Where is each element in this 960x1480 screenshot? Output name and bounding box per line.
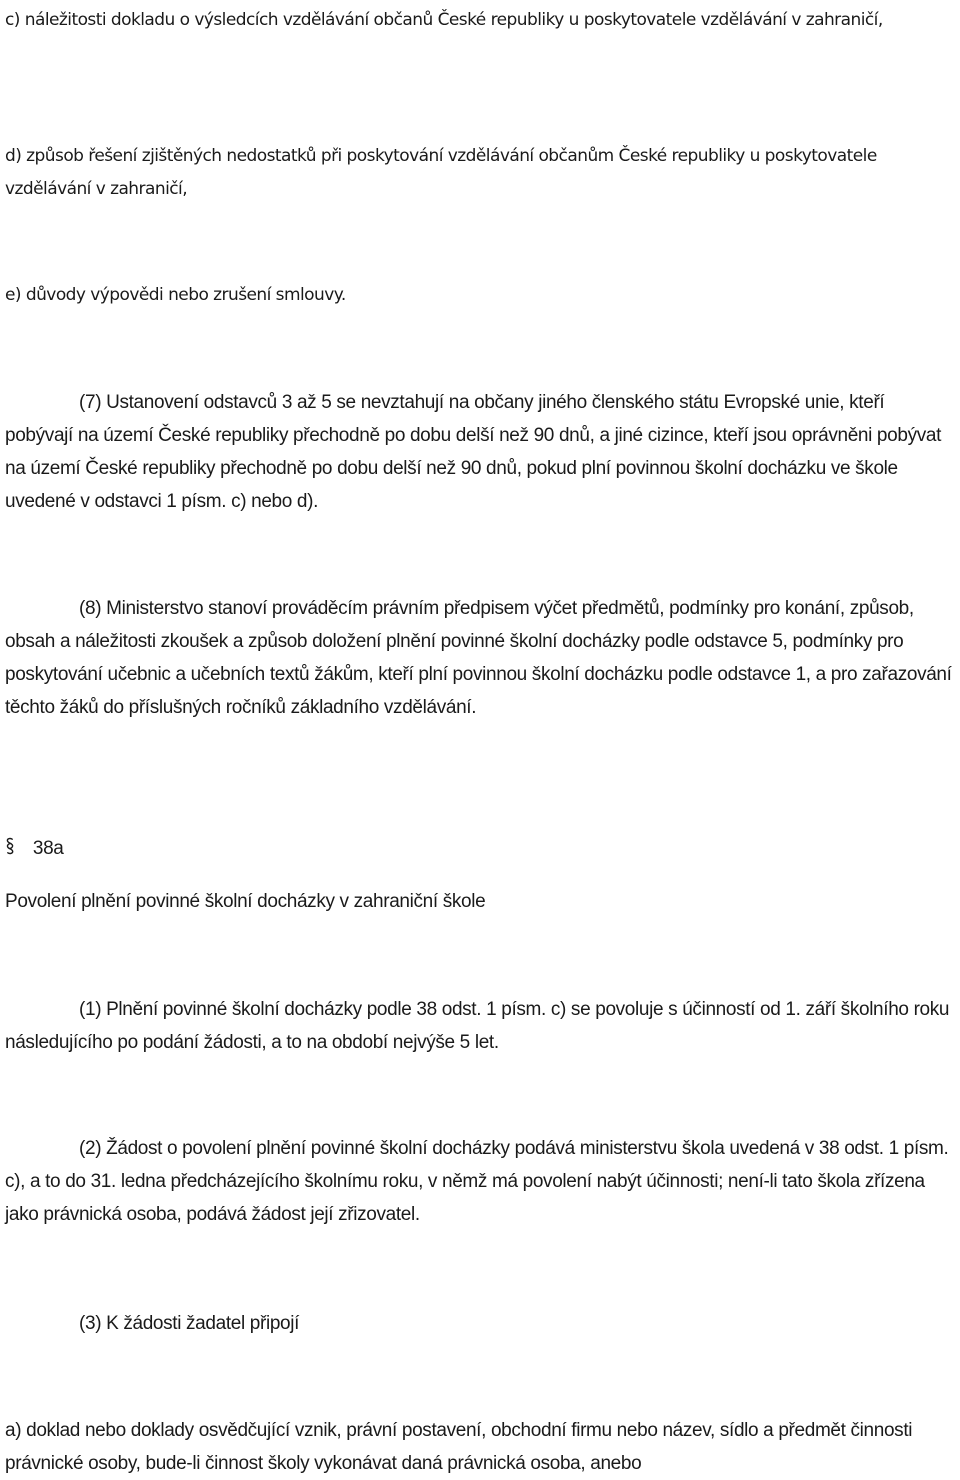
paragraph-8: (8) Ministerstvo stanoví prováděcím právním předpisem výčet předmětů, podmínky pro konání, způsob, obsah a náležitosti zkoušek a způsob doložení plnění povinné školní docházky podle odstavce 5, podmínky pro poskytování učebnic a učebních textů žákům, kteří plní povinnou školní docházku podle odstavce 1, a pro zařazování těchto žáků do příslušných ročníků základního vzdělávání.	[5, 598, 952, 718]
item-c: c) náležitosti dokladu o výsledcích vzdělávání občanů České republiky u poskytovatele vzdělávání v zahraničí,	[5, 10, 883, 30]
subsection-3: (3) K žádosti žadatel připojí	[79, 1313, 300, 1334]
section-number	[5, 832, 955, 865]
item-d: d) způsob řešení zjištěných nedostatků při poskytování vzdělávání občanům České republiky u poskytovatele vzdělávání v zahraničí,	[5, 146, 877, 199]
section-title: Povolení plnění povinné školní docházky v zahraniční škole	[5, 891, 486, 912]
section-number-text: 38a	[32, 838, 64, 859]
subsection-2: (2) Žádost o povolení plnění povinné školní docházky podává ministerstvu škola uvedená v 38 odst. 1 písm. c), a to do 31. ledna předcházejícího školnímu roku, v němž má povolení nabýt účinnosti; není-li tato škola zřízena jako právnická osoba, podává žádost její zřizovatel.	[5, 1138, 949, 1225]
item-e: e) důvody výpovědi nebo zrušení smlouvy.	[5, 285, 346, 305]
section-sign-icon	[5, 834, 15, 854]
subsection-1: (1) Plnění povinné školní docházky podle 38 odst. 1 písm. c) se povoluje s účinností od 1. září školního roku následujícího po podání žádosti, a to na období nejvýše 5 let.	[5, 999, 950, 1053]
subsection-3-item-a: a) doklad nebo doklady osvědčující vznik, právní postavení, obchodní firmu nebo název, sídlo a předmět činnosti právnické osoby, bude-li činnost školy vykonávat daná právnická osoba, anebo	[5, 1420, 913, 1474]
paragraph-7: (7) Ustanovení odstavců 3 až 5 se nevztahují na občany jiného členského státu Evropské unie, kteří pobývají na území České republiky přechodně po dobu delší než 90 dnů, a jiné cizince, kteří jsou oprávněni pobývat na území České republiky přechodně po dobu delší než 90 dnů, pokud plní povinnou školní docházku ve škole uvedené v odstavci 1 písm. c) nebo d).	[5, 392, 942, 512]
